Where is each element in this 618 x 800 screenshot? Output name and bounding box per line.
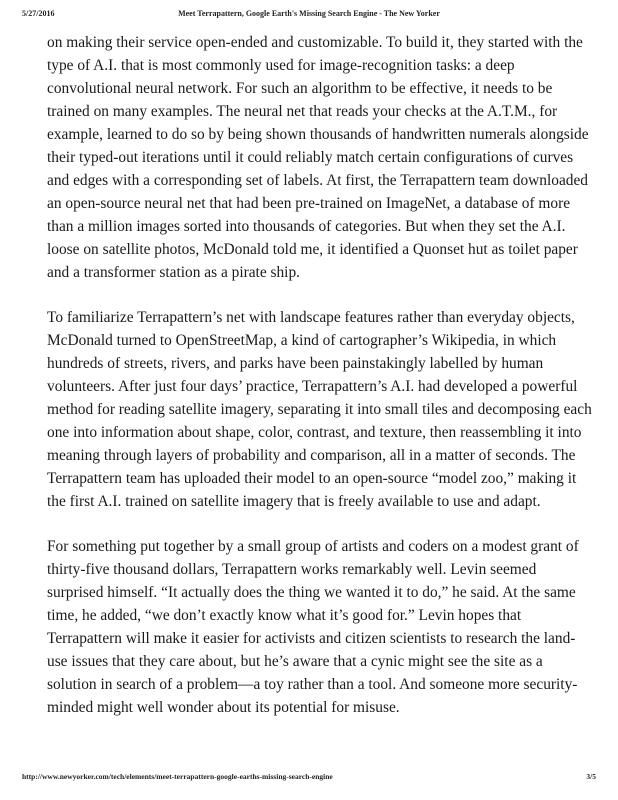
article-paragraph: on making their service open-ended and customizable. To build it, they started with the type of A.I. that is most commonly used for image-recognition tasks: a deep convolutional neural network. For such an algorithm to be effective, it needs to be trained on many examples. The neural net that reads your checks at the A.T.M., for example, learned to do so by being shown thousands of handwritten numerals alongside their typed-out iterations until it could reliably match certain configurations of curves and edges with a corresponding set of labels. At first, the Terrapattern team downloaded an open-source neural net that had been pre-trained on ImageNet, a database of more than a million images sorted into thousands of categories. But when they set the A.I. loose on satellite photos, McDonald told me, it identified a Quonset hut as toilet paper and a transformer station as a pirate ship. [47,34,589,281]
page-header [0,9,618,23]
article-paragraph: For something put together by a small group of artists and coders on a modest grant of thirty-five thousand dollars, Terrapattern works remarkably well. Levin seemed surprised himself. “It actually does the thing we wanted it to do,” he said. At the same time, he added, “we don’t exactly know what it’s good for.” Levin hopes that Terrapattern will make it easier for activists and citizen scientists to research the land-use issues that they care about, but he’s aware that a cynic might see the site as a solution in search of a problem—a toy rather than a tool. And someone more security-minded might well wonder about its potential for misuse. [47,538,579,716]
page-footer [0,772,618,786]
article-paragraph: To familiarize Terrapattern’s net with landscape features rather than everyday objects, McDonald turned to OpenStreetMap, a kind of cartographer’s Wikipedia, in which hundreds of streets, rivers, and parks have been painstakingly labelled by human volunteers. After just four days’ practice, Terrapattern’s A.I. had developed a powerful method for reading satellite imagery, separating it into small tiles and decomposing each one into information about shape, color, contrast, and texture, then reassembling it into meaning through layers of probability and comparison, all in a matter of seconds. The Terrapattern team has uploaded their model to an open-source “model zoo,” making it the first A.I. trained on satellite imagery that is freely available to use and adapt. [47,309,592,510]
print-date: 5/27/2016 [22,9,55,18]
source-url[interactable]: http://www.newyorker.com/tech/elements/meet-terrapattern-google-earths-missing-search-engine [22,772,333,781]
page-number: 3/5 [586,772,596,781]
article-body [47,31,595,741]
document-title: Meet Terrapattern, Google Earth's Missing Search Engine - The New Yorker [178,9,440,18]
